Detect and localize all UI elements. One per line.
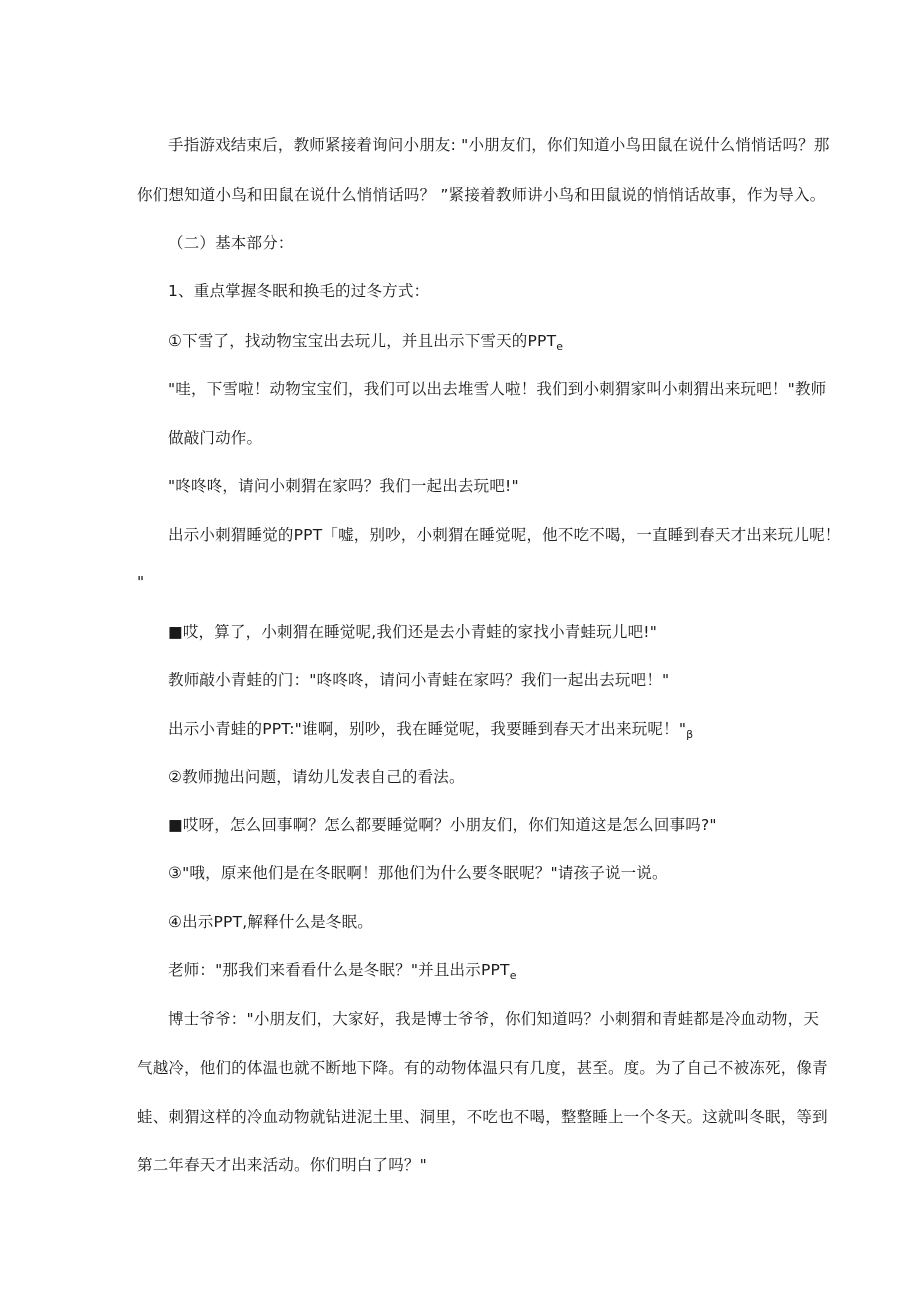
text-line bbox=[168, 1009, 819, 1029]
text-span: 出示小刺猬睡觉的PPT「嘘，别吵，小刺猬在睡觉呢，他不吃不喝，一直睡到春天才出来玩儿呢！ bbox=[168, 526, 841, 544]
text-line bbox=[168, 135, 830, 155]
text-span: "哇，下雪啦！动物宝宝们，我们可以出去堆雪人啦！我们到小刺猬家叫小刺猬出来玩吧！"教师 bbox=[168, 380, 827, 398]
text-suffix: e bbox=[556, 340, 564, 353]
text-line bbox=[168, 428, 262, 448]
text-line bbox=[137, 1107, 828, 1127]
text-line bbox=[137, 185, 825, 205]
text-line bbox=[168, 670, 669, 690]
text-line bbox=[168, 525, 840, 545]
text-line bbox=[168, 767, 465, 787]
text-line bbox=[168, 719, 693, 745]
section-heading bbox=[168, 233, 294, 253]
text-span: 教师敲小青蛙的门："咚咚咚，请问小青蛙在家吗？我们一起出去玩吧！" bbox=[168, 671, 670, 689]
text-line bbox=[168, 622, 657, 642]
text-span: 手指游戏结束后，教师紧接着询问小朋友: "小朋友们，你们知道小鸟田鼠在说什么悄悄话吗？那 bbox=[168, 136, 830, 154]
text-line bbox=[168, 331, 563, 357]
text-suffix: β bbox=[686, 728, 694, 741]
text-line bbox=[137, 1058, 828, 1078]
text-span: ■哎，算了，小刺猬在睡觉呢,我们还是去小青蛙的家找小青蛙玩儿吧!" bbox=[168, 623, 658, 641]
text-span: "咚咚咚，请问小刺猬在家吗？我们一起出去玩吧!" bbox=[168, 477, 519, 495]
text-span: ③"哦，原来他们是在冬眠啊！那他们为什么要冬眠呢？"请孩子说一说。 bbox=[168, 864, 668, 882]
text-span: " bbox=[137, 573, 145, 591]
text-line bbox=[168, 863, 668, 883]
text-line bbox=[168, 960, 517, 986]
text-span: 出示小青蛙的PPT:"谁啊，别吵，我在睡觉呢，我要睡到春天才出来玩呢！" bbox=[168, 720, 687, 738]
text-suffix: e bbox=[509, 969, 517, 982]
text-line bbox=[168, 476, 519, 496]
text-line bbox=[168, 815, 717, 835]
text-span: 气越冷，他们的体温也就不断地下降。有的动物体温只有几度，甚至。度。为了自己不被冻死，像青 bbox=[137, 1059, 828, 1077]
text-span: ①下雪了，找动物宝宝出去玩儿，并且出示下雪天的PPT bbox=[168, 332, 557, 350]
text-span: ②教师抛出问题，请幼儿发表自己的看法。 bbox=[168, 768, 465, 786]
text-span: 蛙、刺猬这样的冷血动物就钻进泥土里、洞里，不吃也不喝，整整睡上一个冬天。这就叫冬眠，等到 bbox=[137, 1108, 828, 1126]
text-line bbox=[137, 1155, 427, 1175]
text-span: ④出示PPT,解释什么是冬眠。 bbox=[168, 913, 373, 931]
text-span: 1、重点掌握冬眠和换毛的过冬方式： bbox=[168, 282, 430, 300]
text-span: 做敲门动作。 bbox=[168, 429, 263, 447]
text-line bbox=[137, 572, 144, 592]
text-span: 博士爷爷："小朋友们，大家好，我是博士爷爷，你们知道吗？小刺猬和青蛙都是冷血动物，天 bbox=[168, 1010, 820, 1028]
text-span: 第二年春天才出来活动。你们明白了吗？" bbox=[137, 1156, 427, 1174]
text-span: 你们想知道小鸟和田鼠在说什么悄悄话吗？ ”紧接着教师讲小鸟和田鼠说的悄悄话故事，作为导入。 bbox=[137, 186, 826, 204]
subsection-heading bbox=[168, 281, 429, 301]
text-line bbox=[168, 379, 826, 399]
text-span: ■哎呀，怎么回事啊？怎么都要睡觉啊？小朋友们，你们知道这是怎么回事吗?" bbox=[168, 816, 717, 834]
text-line bbox=[168, 912, 373, 932]
text-span: 老师："那我们来看看什么是冬眠？"并且出示PPT bbox=[168, 961, 510, 979]
text-span: （二）基本部分： bbox=[168, 234, 294, 252]
